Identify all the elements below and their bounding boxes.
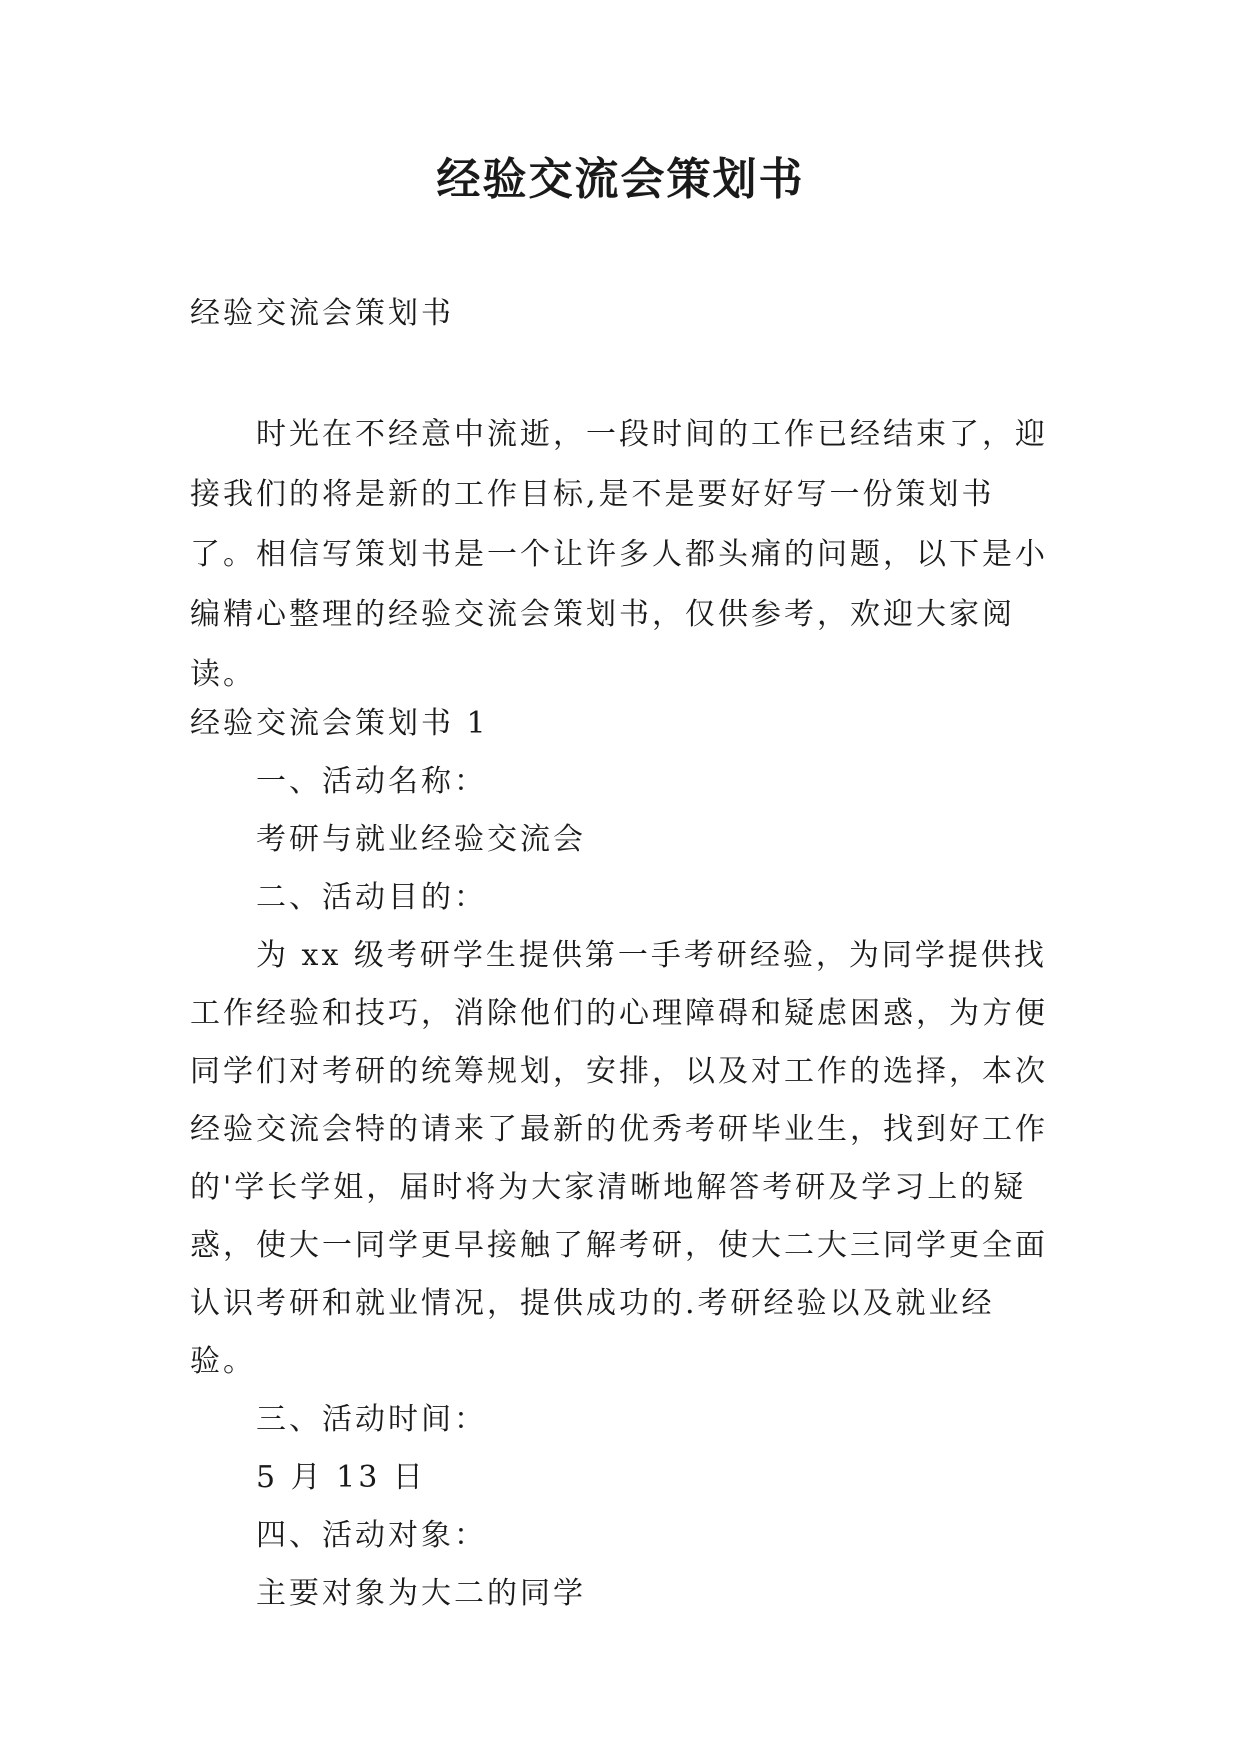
plan-section	[190, 695, 1060, 1623]
activity-audience-value: 主要对象为大二的同学	[256, 1576, 586, 1611]
activity-purpose-heading: 二、活动目的：	[256, 880, 487, 915]
activity-time-value: 5 月 13 日	[256, 1460, 426, 1495]
activity-purpose-text: 为 xx 级考研学生提供第一手考研经验，为同学提供找工作经验和技巧，消除他们的心理障碍和疑虑困惑，为方便同学们对考研的统筹规划，安排，以及对工作的选择，本次经验交流会特的请来了最新的优秀考研毕业生，找到好工作的'学长学姐，届时将为大家清晰地解答考研及学习上的疑惑，使大一同学更早接触了解考研，使大二大三同学更全面认识考研和就业情况，提供成功的.考研经验以及就业经验。	[190, 938, 1048, 1379]
activity-name-heading: 一、活动名称：	[256, 764, 487, 799]
intro-paragraph: 时光在不经意中流逝，一段时间的工作已经结束了，迎接我们的将是新的工作目标,是不是要好好写一份策划书了。相信写策划书是一个让许多人都头痛的问题，以下是小编精心整理的经验交流会策划书，仅供参考，欢迎大家阅读。	[190, 417, 1048, 692]
document-subtitle: 经验交流会策划书	[190, 296, 454, 331]
activity-time-heading: 三、活动时间：	[256, 1402, 487, 1437]
activity-audience-heading: 四、活动对象：	[256, 1518, 487, 1553]
section-title: 经验交流会策划书 1	[190, 706, 489, 741]
activity-name-value: 考研与就业经验交流会	[256, 822, 586, 857]
document-title: 经验交流会策划书	[436, 154, 805, 205]
